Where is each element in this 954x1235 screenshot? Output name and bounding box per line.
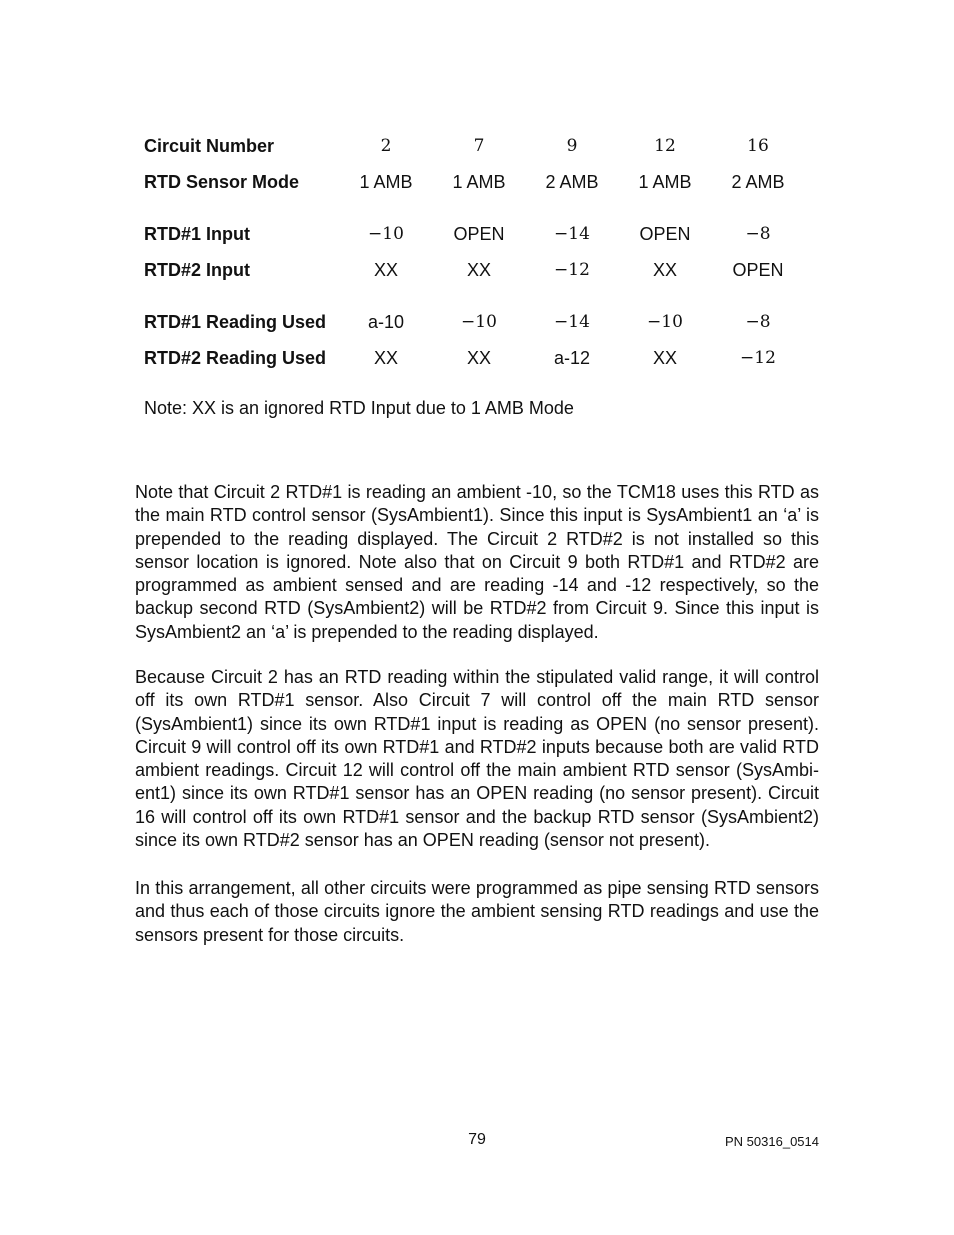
- table-cell: 2: [380, 136, 392, 156]
- table-cell: XX: [373, 348, 398, 368]
- table-cell: XX: [652, 348, 677, 368]
- table-cell: −14: [554, 312, 590, 332]
- table-cell: −8: [745, 312, 771, 332]
- row-label: RTD Sensor Mode: [144, 172, 300, 192]
- table-cell: −10: [368, 224, 404, 244]
- table-cell: 1 AMB: [452, 172, 506, 192]
- row-label: RTD#1 Input: [144, 224, 250, 244]
- table-cell: a-12: [553, 348, 591, 368]
- table-cell: −8: [745, 224, 771, 244]
- table-cell: 1 AMB: [638, 172, 692, 192]
- table-cell: 12: [654, 136, 676, 156]
- table-cell: XX: [466, 260, 491, 280]
- table-cell: −12: [740, 348, 776, 368]
- table-row-rtd1-reading-used: [144, 308, 824, 344]
- table-cell: XX: [373, 260, 398, 280]
- page-number: 79: [468, 1131, 486, 1148]
- table-cell: XX: [466, 348, 491, 368]
- table-cell: −14: [554, 224, 590, 244]
- table-cell: OPEN: [732, 260, 784, 280]
- table-cell: −10: [461, 312, 497, 332]
- table-cell: 2 AMB: [731, 172, 785, 192]
- table-cell: OPEN: [453, 224, 505, 244]
- table-cell: XX: [652, 260, 677, 280]
- table-cell: −12: [554, 260, 590, 280]
- table-row-rtd1-input: [144, 220, 824, 256]
- row-label: RTD#1 Reading Used: [144, 312, 327, 332]
- table-cell: 2 AMB: [545, 172, 599, 192]
- table-cell: 7: [473, 136, 485, 156]
- body-paragraph: Because Circuit 2 has an RTD reading within the stipulated valid range, it will control off its own RTD#1 sensor. Also Circuit 7 will control off the main RTD sensor (SysAmbient1) since its own RTD#1 input is reading as OPEN (no sensor present). Circuit 9 will control off its own RTD#1 and RTD#2 inputs because both are valid RTD ambient readings. Circuit 12 will control off the main ambient RTD sensor (SysAmbient1) since its own RTD#1 sensor has an OPEN reading (no sensor present). Circuit 16 will control off its own RTD#1 sensor and the backup RTD sensor (SysAmbient2) since its own RTD#2 sensor has an OPEN reading (sensor not present).: [135, 667, 819, 851]
- table-cell: 9: [566, 136, 578, 156]
- table-cell: OPEN: [639, 224, 691, 244]
- row-label: RTD#2 Reading Used: [144, 348, 327, 368]
- table-row-rtd-sensor-mode: [144, 168, 824, 204]
- table-cell: 1 AMB: [359, 172, 413, 192]
- table-row-rtd2-input: [144, 256, 824, 292]
- table-cell: 16: [747, 136, 769, 156]
- part-number: PN 50316_0514: [725, 1134, 819, 1149]
- table-note: Note: XX is an ignored RTD Input due to 1 AMB Mode: [144, 398, 574, 418]
- table-cell: a-10: [367, 312, 405, 332]
- table-cell: −10: [647, 312, 683, 332]
- table-row-circuit-number: [144, 132, 824, 168]
- table-row-rtd2-reading-used: [144, 344, 824, 380]
- rtd-circuit-table: [144, 132, 824, 380]
- body-paragraph: Note that Circuit 2 RTD#1 is reading an ambient -10, so the TCM18 uses this RTD as the main RTD control sensor (SysAmbient1). Since this input is SysAmbient1 an ‘a’ is prepended to the reading displayed. The Circuit 2 RTD#2 is not installed so this sensor location is ignored. Note also that on Circuit 9 both RTD#1 and RTD#2 are programmed as ambient sensed and are reading -14 and -12 respectively, so the backup second RTD (SysAmbient2) will be RTD#2 from Circuit 9. Since this input is SysAmbient2 an ‘a’ is prepended to the reading displayed.: [135, 482, 819, 642]
- body-paragraph: In this arrangement, all other circuits were programmed as pipe sensing RTD sensors and thus each of those circuits ignore the ambient sensing RTD readings and use the sensors present for those circuits.: [135, 878, 819, 945]
- row-label: RTD#2 Input: [144, 260, 250, 280]
- row-label: Circuit Number: [144, 136, 275, 156]
